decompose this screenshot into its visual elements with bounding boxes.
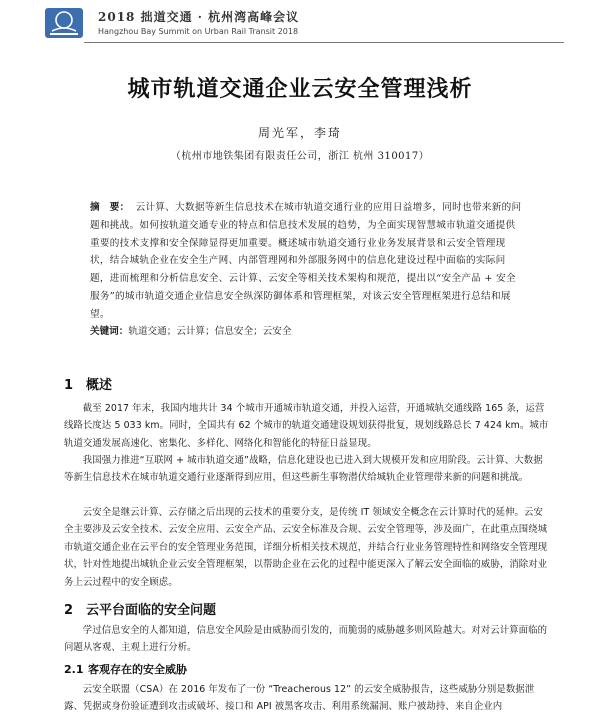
paper-title: 城市轨道交通企业云安全管理浅析 [127, 77, 473, 102]
conference-header [44, 5, 564, 45]
keywords-label: 关键词： [90, 326, 129, 337]
subsection-number: 2.1 [64, 663, 84, 676]
paper-affiliation: （杭州市地铁集团有限责任公司，浙江 杭州 310017） [170, 151, 430, 162]
paragraph: 云安全是继云计算、云存储之后出现的云技术的重要分支，是传统 IT 领域安全概念在云计算时代的延伸。云安全主要涉及云安全技术、云安全应用、云安全产品、云安全标准及合规、云安全管理等，涉及面广，在此重点围绕城市轨道交通企业在云平台的安全管理业务范围，详细分析相关技术规范，并结合行业业务管理特性和网络安全管理现状，针对性地提出城轨企业云安全管理框架，以帮助企业在云化的过程中能更深入了解云安全面临的威胁，消除对业务上云过程中的安全顾虑。 [64, 507, 548, 588]
conference-subtitle: Hangzhou Bay Summit on Urban Rail Transit 2018 [98, 27, 299, 36]
conference-logo [44, 7, 84, 39]
conference-title: 2018 拙道交通 · 杭州湾高峰会议 [98, 10, 300, 24]
subsection-heading-2-1 [64, 661, 187, 677]
paper-authors: 周光军，李琦 [257, 126, 342, 140]
paragraph: 截至 2017 年末，我国内地共计 34 个城市开通城市轨道交通，并投入运营，开通城轨交通线路 165 条，运营线路长度达 5 033 km。同时，全国共有 62 个城市的轨道交通建设规划获得批复，规划线路总长 7 424 km。城市轨道交通发展高速化、密集化、多样化、网络化和智能化的特征日益显现。 [64, 403, 549, 449]
section-heading-1 [64, 374, 112, 393]
keywords [90, 323, 522, 337]
section-heading-2 [64, 599, 216, 618]
section-number: 1 [64, 378, 74, 393]
abstract [90, 199, 522, 324]
header-divider [84, 42, 564, 43]
abstract-label: 摘 要： [90, 202, 130, 213]
section-number: 2 [64, 603, 74, 618]
section-title: 概述 [86, 378, 113, 393]
paragraph: 学过信息安全的人都知道，信息安全风险是由威胁而引发的，而脆弱的威胁越多则风险越大。对对云计算面临的问题从客观、主观上进行分析。 [64, 625, 548, 654]
paragraph: 云安全联盟（CSA）在 2016 年发布了一份 “Treacherous 12” 的云安全威胁报告，这些威胁分别是数据泄露、凭据或身份验证遭到攻击或破坏、接口和 API 被黑客攻击、利用系统漏洞、账户被劫持、来自企业内 [64, 684, 535, 713]
section-title: 云平台面临的安全问题 [86, 603, 217, 618]
abstract-text: 云计算、大数据等新生信息技术在城市轨道交通行业的应用日益增多，同时也带来新的问题和挑战。如何按轨道交通专业的特点和信息技术发展的趋势，为全面实现智慧城市轨道交通提供重要的技术支撑和安全保障显得更加重要。概述城市轨道交通行业业务发展背景和云安全管理现状，结合城轨企业在安全生产网、内部管理网和外部服务网中的信息化建设过程中面临的实际问题，进而梳理和分析信息安全、云计算、云安全等相关技术架构和规范，提出以“安全产品 + 安全服务”的城市轨道交通企业信息安全纵深防御体系和管理框架，对该云安全管理框架进行总结和展望。 [90, 202, 522, 320]
keywords-text: 轨道交通；云计算；信息安全；云安全 [128, 326, 292, 337]
subsection-title: 客观存在的安全威胁 [88, 663, 187, 676]
paragraph: 我国强力推进“互联网 + 城市轨道交通”战略，信息化建设也已进入到大规模开发和应用阶段。云计算、大数据等新生信息技术在城市轨道交通行业逐渐得到应用，但这些新生事物潜伏给城轨企业管理带来新的问题和挑战。 [64, 455, 543, 484]
